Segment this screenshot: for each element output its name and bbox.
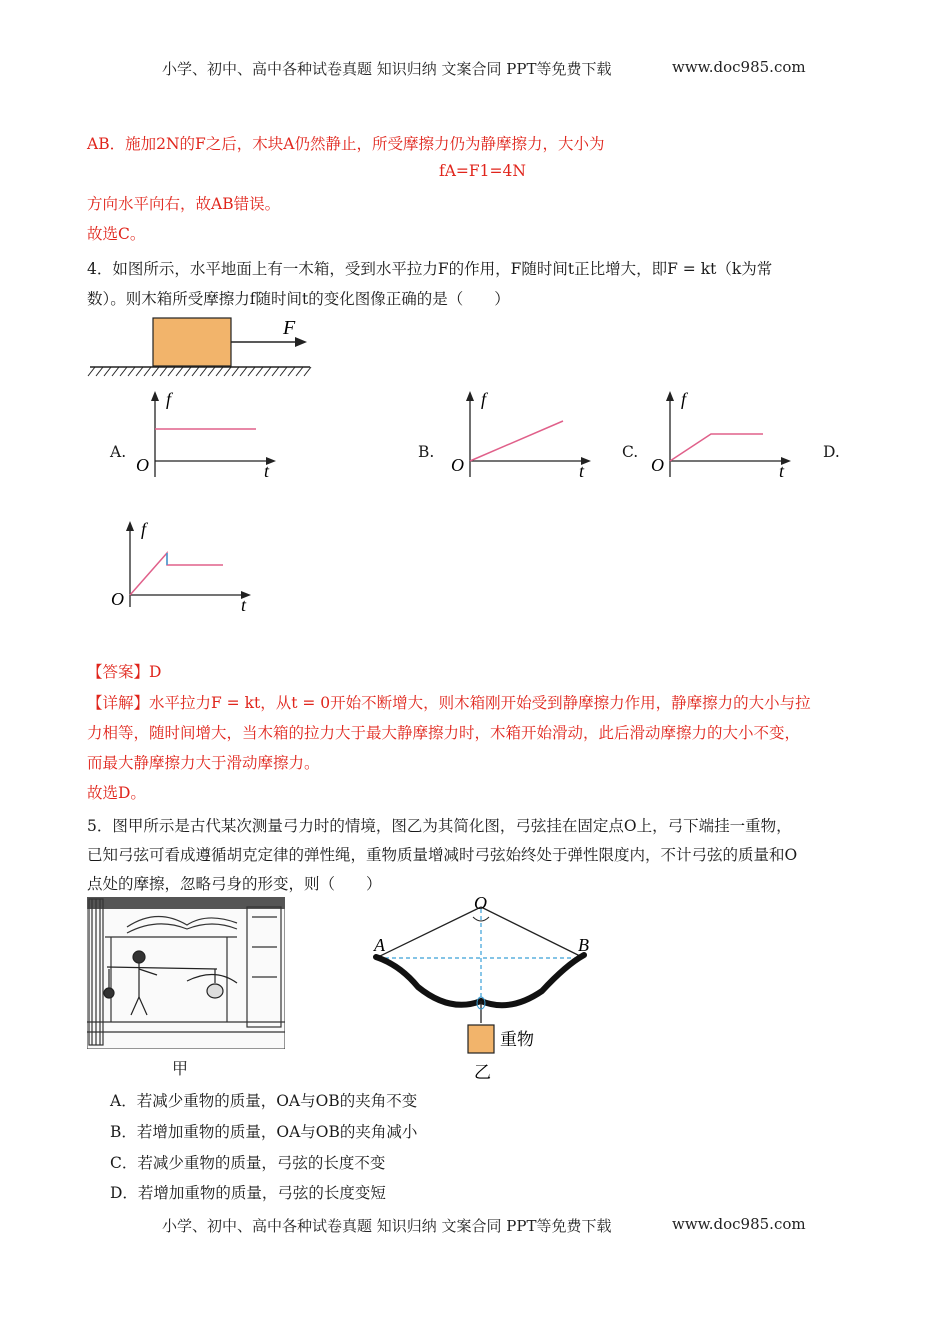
fig-yi-caption: 乙: [474, 1063, 491, 1082]
page-footer: [162, 1215, 612, 1236]
page-header: [162, 58, 612, 79]
option-b-label[interactable]: B.: [418, 443, 435, 461]
origin-label: O: [651, 455, 664, 475]
origin-label: O: [136, 455, 149, 475]
q5-choice-a[interactable]: A．若减少重物的质量，OA与OB的夹角不变: [110, 1092, 418, 1110]
force-arrowhead: [295, 337, 307, 347]
ground-hatching: [88, 367, 311, 376]
option-d-label[interactable]: D.: [823, 443, 840, 461]
axis-t-label: t: [241, 595, 247, 615]
q4-detail-3: 而最大静摩擦力大于滑动摩擦力。: [87, 754, 320, 772]
q5-stem-line-3: 点处的摩擦，忽略弓身的形变，则（ ）: [87, 875, 382, 893]
graph-a[interactable]: [130, 385, 290, 485]
q5-stem-line-2: 已知弓弦可看成遵循胡克定律的弹性绳，重物质量增减时弓弦始终处于弹性限度内，不计弓弦的质量和O: [87, 846, 798, 864]
label-a: A: [374, 935, 385, 955]
axis-f-label: f: [481, 389, 487, 409]
label-o: O: [474, 895, 487, 913]
footer-url-text: www.doc985.com: [672, 1215, 806, 1233]
weight-box: [468, 1025, 494, 1053]
q4-answer: 【答案】D: [87, 663, 162, 681]
bow-diagram: [360, 895, 620, 1085]
origin-label: O: [111, 589, 124, 609]
footer-text: 小学、初中、高中各种试卷真题 知识归纳 文案合同 PPT等免费下载: [162, 1217, 612, 1235]
graph-b[interactable]: [445, 385, 605, 485]
prev-line-4: 故选C。: [87, 225, 146, 243]
axis-f-label: f: [681, 389, 687, 409]
box-diagram: [85, 310, 325, 385]
axis-t-label: t: [264, 461, 270, 481]
axis-f-label: f: [141, 519, 147, 539]
header-url-text: www.doc985.com: [672, 58, 806, 76]
option-c-label[interactable]: C.: [622, 443, 639, 461]
fig-jia-caption: 甲: [172, 1059, 189, 1078]
q4-stem-line-2: 数）。则木箱所受摩擦力f随时间t的变化图像正确的是（ ）: [87, 290, 510, 308]
q5-choice-c[interactable]: C．若减少重物的质量，弓弦的长度不变: [110, 1154, 386, 1172]
curve-c: [670, 434, 763, 461]
curve-b: [470, 421, 563, 461]
header-text: 小学、初中、高中各种试卷真题 知识归纳 文案合同 PPT等免费下载: [162, 60, 612, 78]
q4-detail-1: 【详解】水平拉力F = kt，从t = 0开始不断增大，则木箱刚开始受到静摩擦力作用，静摩擦力的大小与拉: [87, 694, 811, 712]
prev-formula: fA=F1=4N: [439, 162, 526, 180]
curve-d: [130, 553, 223, 595]
prev-line-3: 方向水平向右，故AB错误。: [87, 195, 281, 213]
q5-choice-b[interactable]: B．若增加重物的质量，OA与OB的夹角减小: [110, 1123, 418, 1141]
weight-label: 重物: [500, 1030, 534, 1049]
q4-detail-2: 力相等，随时间增大，当木箱的拉力大于最大静摩擦力时，木箱开始滑动，此后滑动摩擦力的大小不变，: [87, 724, 801, 742]
header-url[interactable]: [672, 58, 806, 76]
label-b: B: [578, 935, 589, 955]
ancient-illustration: [87, 897, 285, 1049]
q4-conclusion: 故选D。: [87, 784, 146, 802]
footer-url[interactable]: [672, 1215, 806, 1233]
graph-d[interactable]: [105, 515, 265, 615]
q5-choice-d[interactable]: D．若增加重物的质量，弓弦的长度变短: [110, 1184, 386, 1202]
q4-stem-line-1: 4．如图所示，水平地面上有一木箱，受到水平拉力F的作用，F随时间t正比增大，即F = kt（k为常: [87, 260, 773, 278]
wooden-box: [153, 318, 231, 366]
axis-f-label: f: [166, 389, 172, 409]
origin-label: O: [451, 455, 464, 475]
q5-stem-line-1: 5．图甲所示是古代某次测量弓力时的情境，图乙为其简化图，弓弦挂在固定点O上，弓下端挂一重物，: [87, 817, 792, 835]
option-a-label[interactable]: A.: [110, 443, 127, 461]
force-label: F: [283, 317, 296, 339]
axis-t-label: t: [779, 461, 785, 481]
axis-t-label: t: [579, 461, 585, 481]
graph-c[interactable]: [645, 385, 805, 485]
prev-line-1: AB．施加2N的F之后，木块A仍然静止，所受摩擦力仍为静摩擦力，大小为: [87, 135, 605, 153]
